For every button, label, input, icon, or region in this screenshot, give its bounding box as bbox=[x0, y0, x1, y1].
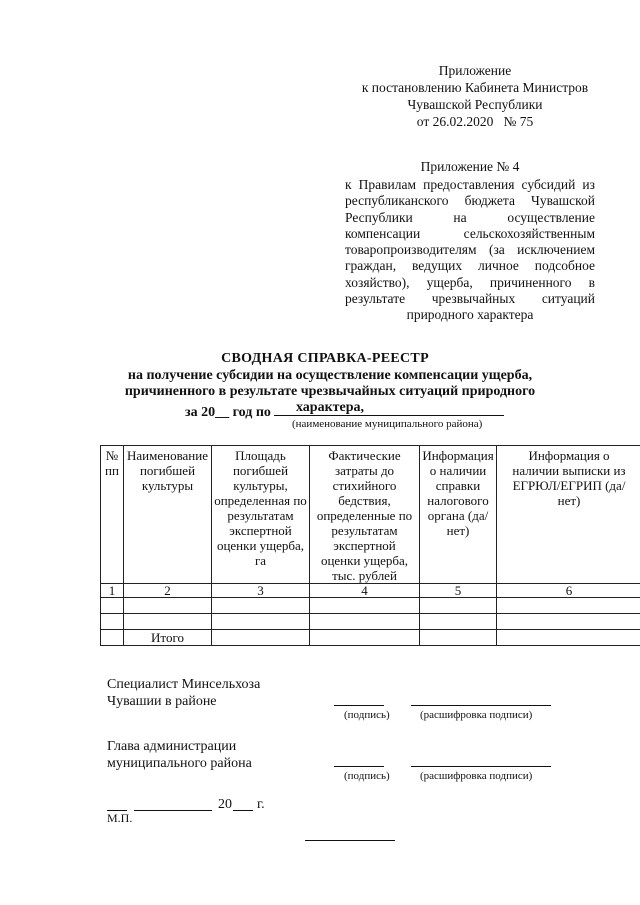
appendix-line-2: к постановлению Кабинета Министров bbox=[361, 80, 589, 95]
table-cell[interactable] bbox=[212, 598, 310, 614]
footer-rule bbox=[305, 840, 395, 841]
col-number-4: 4 bbox=[310, 584, 420, 598]
table-cell[interactable] bbox=[420, 598, 497, 614]
header-area: Площадь погибшей культуры, определенная по результатам экспертной оценки ущерба, га bbox=[212, 446, 310, 584]
registry-table bbox=[100, 445, 640, 646]
date-year-blank[interactable] bbox=[233, 810, 253, 811]
header-tax-info: Информация о наличии справки налогового органа (да/нет) bbox=[420, 446, 497, 584]
table-cell[interactable] bbox=[101, 630, 124, 646]
col-number-1: 1 bbox=[101, 584, 124, 598]
table-header-row bbox=[101, 446, 640, 584]
table-cell[interactable] bbox=[310, 614, 420, 630]
period-label: за 20__ год по bbox=[185, 405, 271, 420]
head-signature-caption: (подпись) bbox=[344, 770, 390, 782]
header-egrul-info: Информация о наличии выписки из ЕГРЮЛ/ЕГРИП (да/нет) bbox=[497, 446, 640, 584]
appendix-line-1: Приложение bbox=[438, 63, 512, 78]
table-cell[interactable] bbox=[212, 614, 310, 630]
stamp-label: М.П. bbox=[107, 811, 133, 825]
table-cell[interactable] bbox=[497, 598, 640, 614]
table-total-row bbox=[101, 630, 640, 646]
municipality-caption: (наименование муниципального района) bbox=[292, 418, 483, 430]
table-cell[interactable] bbox=[497, 614, 640, 630]
appendix-line-4: от 26.02.2020 № 75 bbox=[416, 114, 534, 129]
specialist-line-1: Специалист Минсельхоза bbox=[107, 677, 261, 692]
date-year-suffix: г. bbox=[257, 797, 265, 812]
table-cell[interactable] bbox=[212, 630, 310, 646]
total-label: Итого bbox=[124, 630, 212, 646]
subtitle-line-2: причиненного в результате чрезвычайных ситуаций природного характера, bbox=[124, 384, 536, 415]
appendix-line-3: Чувашской Республики bbox=[407, 97, 543, 112]
col-number-5: 5 bbox=[420, 584, 497, 598]
specialist-signature-line[interactable] bbox=[334, 705, 384, 706]
table-cell[interactable] bbox=[310, 630, 420, 646]
head-label bbox=[107, 738, 252, 772]
head-line-1: Глава администрации bbox=[107, 739, 237, 754]
date-year-prefix: 20 bbox=[218, 797, 232, 812]
document-title: СВОДНАЯ СПРАВКА-РЕЕСТР bbox=[221, 351, 429, 366]
table-cell[interactable] bbox=[101, 598, 124, 614]
specialist-decode-caption: (расшифровка подписи) bbox=[420, 709, 533, 721]
header-number: № пп bbox=[101, 446, 124, 584]
specialist-signature-caption: (подпись) bbox=[344, 709, 390, 721]
table-row bbox=[101, 614, 640, 630]
table-cell[interactable] bbox=[310, 598, 420, 614]
table-cell[interactable] bbox=[420, 630, 497, 646]
municipality-blank bbox=[274, 403, 504, 416]
col-number-6: 6 bbox=[497, 584, 640, 598]
table-row bbox=[101, 598, 640, 614]
table-cell[interactable] bbox=[420, 614, 497, 630]
head-line-2: муниципального района bbox=[107, 756, 252, 771]
specialist-label bbox=[107, 676, 260, 710]
col-number-2: 2 bbox=[124, 584, 212, 598]
specialist-line-2: Чувашии в районе bbox=[107, 694, 217, 709]
head-decode-caption: (расшифровка подписи) bbox=[420, 770, 533, 782]
subtitle-line-1: на получение субсидии на осуществление компенсации ущерба, bbox=[127, 368, 533, 383]
appendix-header bbox=[340, 62, 610, 130]
table-cell[interactable] bbox=[101, 614, 124, 630]
appendix-4-text: к Правилам предоставления субсидий из республиканского бюджета Чувашской Республики на осуществление компенсации сельскохозяйственным товаропроизводителям (за исключением граждан, ведущих личное подсобное хозяйство), ущерба, причиненного в результате чрезвычайных ситуаций природного характера bbox=[345, 177, 595, 323]
appendix-4-title: Приложение № 4 bbox=[420, 159, 520, 174]
table-cell[interactable] bbox=[124, 598, 212, 614]
head-decode-line[interactable] bbox=[411, 766, 551, 767]
table-cell[interactable] bbox=[497, 630, 640, 646]
header-costs: Фактические затраты до стихийного бедствия, определенные по результатам экспертной оценки ущерба, тыс. рублей bbox=[310, 446, 420, 584]
table-number-row bbox=[101, 584, 640, 598]
header-crop-name: Наименование погибшей культуры bbox=[124, 446, 212, 584]
date-month-blank[interactable] bbox=[134, 810, 212, 811]
specialist-decode-line[interactable] bbox=[411, 705, 551, 706]
col-number-3: 3 bbox=[212, 584, 310, 598]
table-cell[interactable] bbox=[124, 614, 212, 630]
head-signature-line[interactable] bbox=[334, 766, 384, 767]
